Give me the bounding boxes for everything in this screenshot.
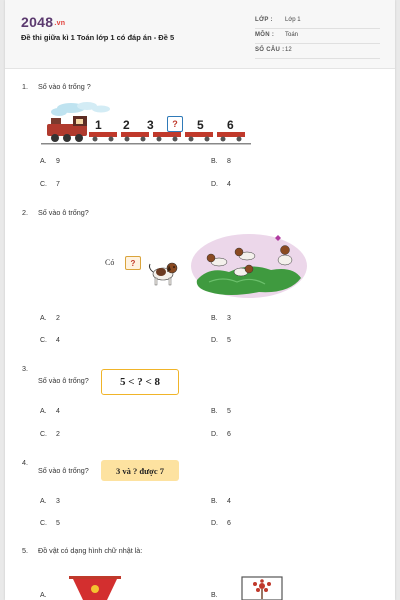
q1-option-a[interactable]: A. 9 (40, 158, 60, 165)
meta-question-count: SỐ CÂU : 12 (255, 44, 380, 59)
train-number-1: 1 (95, 118, 102, 132)
q5-option-a[interactable]: A. (40, 592, 47, 599)
q2-caption: Có (105, 258, 115, 267)
q5-option-a-image[interactable] (67, 574, 123, 600)
exam-header (5, 0, 395, 69)
q4-option-d[interactable]: D. 6 (211, 520, 231, 527)
framed-picture-icon (241, 576, 283, 600)
q3-option-b[interactable]: B. 5 (211, 408, 231, 415)
train-number-6: 6 (227, 118, 234, 132)
train-illustration (41, 100, 251, 146)
q2-missing-count: ? (125, 256, 141, 270)
q1-option-d[interactable]: D. 4 (211, 181, 231, 188)
q2-option-a[interactable]: A. 2 (40, 315, 60, 322)
meta-grade: LỚP : Lớp 1 (255, 14, 380, 29)
red-lantern-icon (67, 574, 123, 600)
dogs-playing-illustration (189, 232, 307, 300)
exam-paper: 2048.vn Đề thi giữa kì 1 Toán lớp 1 có đáp án - Đề 5 LỚP : Lớp 1 MÔN : Toán SỐ CÂU : 12 1. Số vào ô trống ? 1 2 3 ? 5 6 A. 9 B. 8 C. 7 D. 4 2. Số vào ô trống? Có ? A. 2 B. 3 C. 4 D. 5 3. Số vào ô trống? 5 < ? < 8 A. 4 B. 5 C. 2 D. 6 4. Số vào ô trống? 3 và ? được 7 A. 3 B. 4 C. 5 D. 6 5. Đồ vật có dạng hình chữ nhật là: A. B. (5, 0, 395, 600)
q2-option-c[interactable]: C. 4 (40, 337, 60, 344)
meta-subject: MÔN : Toán (255, 29, 380, 44)
train-number-3: 3 (147, 118, 154, 132)
single-dog-image (145, 258, 181, 286)
q2-option-d[interactable]: D. 5 (211, 337, 231, 344)
train-missing-number: ? (167, 116, 183, 132)
q3-expression-box: 5 < ? < 8 (101, 369, 179, 395)
dogs-group-image (189, 232, 307, 300)
q5-option-b-image[interactable] (241, 576, 283, 600)
q3-option-d[interactable]: D. 6 (211, 431, 231, 438)
dog-icon (145, 258, 181, 286)
q4-option-a[interactable]: A. 3 (40, 498, 60, 505)
q4-expression-box: 3 và ? được 7 (101, 460, 179, 481)
q3-option-c[interactable]: C. 2 (40, 431, 60, 438)
site-logo[interactable]: 2048.vn (21, 14, 66, 30)
q4-option-c[interactable]: C. 5 (40, 520, 60, 527)
train-number-5: 5 (197, 118, 204, 132)
train-image (41, 100, 251, 146)
q5-option-b[interactable]: B. (211, 592, 218, 599)
q3-option-a[interactable]: A. 4 (40, 408, 60, 415)
exam-title: Đề thi giữa kì 1 Toán lớp 1 có đáp án - Đề 5 (21, 33, 175, 42)
train-number-2: 2 (123, 118, 130, 132)
q1-option-c[interactable]: C. 7 (40, 181, 60, 188)
q1-option-b[interactable]: B. 8 (211, 158, 231, 165)
q4-option-b[interactable]: B. 4 (211, 498, 231, 505)
q2-option-b[interactable]: B. 3 (211, 315, 231, 322)
